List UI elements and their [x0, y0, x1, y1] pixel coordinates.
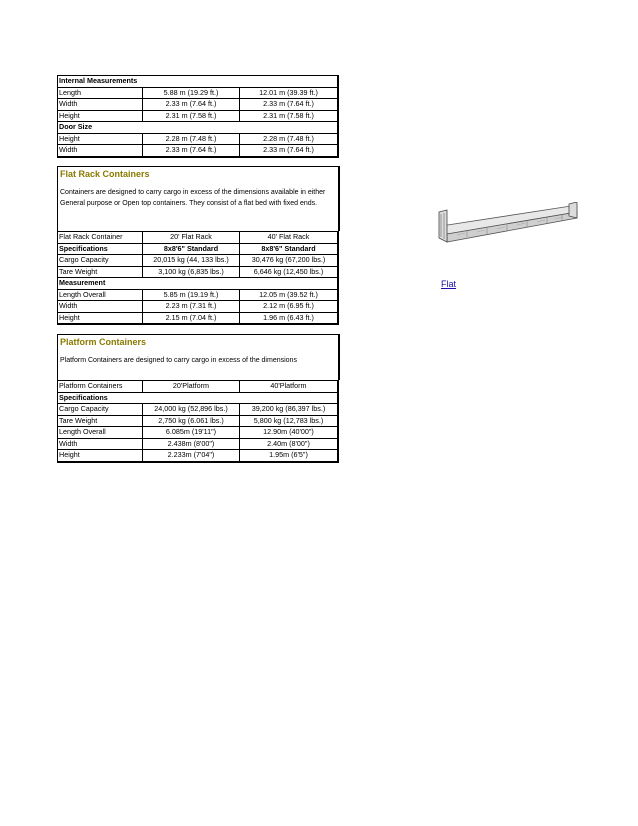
cell-20ft: 2.233m (7'04"): [143, 450, 240, 462]
platform-title: Platform Containers: [60, 337, 147, 347]
flat-rack-description: Containers are designed to carry cargo in excess of the dimensions available in either General purpose or Open top containers. They consist of a flat bed with fixed ends.: [60, 189, 326, 207]
cell-20ft: 6.085m (19'11"): [143, 427, 240, 439]
cell-20ft: 2.28 m (7.48 ft.): [143, 133, 240, 145]
row-label: Height: [58, 110, 143, 122]
internal-measurements-header: Internal Measurements: [58, 76, 339, 88]
cell-20ft: 3,100 kg (6,835 lbs.): [143, 266, 240, 278]
column-header: 20'Platform: [143, 381, 240, 393]
row-label: Cargo Capacity: [58, 404, 143, 416]
row-label: Height: [58, 312, 143, 324]
cell-40ft: 1.96 m (6.43 ft.): [240, 312, 339, 324]
cell-40ft: 12.05 m (39.52 ft.): [240, 289, 339, 301]
table-row: [58, 255, 339, 267]
table-row: [58, 278, 339, 290]
table-row: [58, 450, 339, 462]
cell-40ft: 5,800 kg (12,783 lbs.): [240, 415, 339, 427]
table-row: [58, 133, 339, 145]
row-label: Tare Weight: [58, 266, 143, 278]
row-label: Width: [58, 145, 143, 157]
cell-40ft: 30,476 kg (67,200 lbs.): [240, 255, 339, 267]
table-row: [58, 122, 339, 134]
table-row: [58, 415, 339, 427]
cell-20ft: 24,000 kg (52,896 lbs.): [143, 404, 240, 416]
table-row: [58, 110, 339, 122]
cell-20ft: 20,015 kg (44, 133 lbs.): [143, 255, 240, 267]
cell-20ft: 2.438m (8'00"): [143, 438, 240, 450]
cell-20ft: 5.88 m (19.29 ft.): [143, 87, 240, 99]
measurement-header: Measurement: [58, 278, 339, 290]
table-row: [58, 87, 339, 99]
cell-20ft: 5.85 m (19.19 ft.): [143, 289, 240, 301]
flat-rack-intro: [57, 166, 340, 231]
cell-20ft: 2.23 m (7.31 ft.): [143, 301, 240, 313]
specifications-header: Specifications: [58, 392, 339, 404]
platform-description: Platform Containers are designed to carry cargo in excess of the dimensions: [60, 357, 297, 364]
specifications-label: Specifications: [58, 243, 143, 255]
flat-rack-title: Flat Rack Containers: [60, 169, 150, 179]
row-label: Tare Weight: [58, 415, 143, 427]
cell-40ft: 2.40m (8'00"): [240, 438, 339, 450]
table-row: [58, 145, 339, 157]
cell-20ft: 2.15 m (7.04 ft.): [143, 312, 240, 324]
cell-40ft: 12.01 m (39.39 ft.): [240, 87, 339, 99]
flat-rack-table: [57, 231, 339, 325]
row-label: Length: [58, 87, 143, 99]
table-row: [58, 289, 339, 301]
column-header: 40'Platform: [240, 381, 339, 393]
table-row: [58, 232, 339, 244]
row-label: Width: [58, 438, 143, 450]
internal-measurements-table: [57, 75, 339, 158]
table-row: [58, 99, 339, 111]
column-header: Flat Rack Container: [58, 232, 143, 244]
table-row: [58, 392, 339, 404]
cell-40ft: 12.90m (40'00"): [240, 427, 339, 439]
row-label: Length Overall: [58, 289, 143, 301]
row-label: Width: [58, 99, 143, 111]
cell-40ft: 39,200 kg (86,397 lbs.): [240, 404, 339, 416]
column-header: 40' Flat Rack: [240, 232, 339, 244]
table-row: [58, 404, 339, 416]
table-row: [58, 312, 339, 324]
cell-40ft: 2.31 m (7.58 ft.): [240, 110, 339, 122]
column-header: Platform Containers: [58, 381, 143, 393]
cell-20ft: 2.33 m (7.64 ft.): [143, 99, 240, 111]
column-header: 20' Flat Rack: [143, 232, 240, 244]
table-row: [58, 301, 339, 313]
spec-40ft: 8x8'6" Standard: [240, 243, 339, 255]
row-label: Width: [58, 301, 143, 313]
table-row: [58, 381, 339, 393]
table-row: [58, 76, 339, 88]
row-label: Length Overall: [58, 427, 143, 439]
cell-40ft: 6,646 kg (12,450 lbs.): [240, 266, 339, 278]
table-row: [58, 266, 339, 278]
row-label: Height: [58, 133, 143, 145]
row-label: Height: [58, 450, 143, 462]
cell-40ft: 2.12 m (6.95 ft.): [240, 301, 339, 313]
cell-40ft: 2.28 m (7.48 ft.): [240, 133, 339, 145]
flat-link[interactable]: Flat: [441, 279, 457, 289]
row-label: Cargo Capacity: [58, 255, 143, 267]
cell-40ft: 2.33 m (7.64 ft.): [240, 99, 339, 111]
flat-rack-container-image: [437, 202, 579, 248]
platform-intro: [57, 334, 340, 380]
cell-20ft: 2,750 kg (6.061 lbs.): [143, 415, 240, 427]
cell-40ft: 1.95m (6'5"): [240, 450, 339, 462]
table-row: [58, 438, 339, 450]
spec-20ft: 8x8'6" Standard: [143, 243, 240, 255]
door-size-header: Door Size: [58, 122, 339, 134]
table-row: [58, 243, 339, 255]
platform-table: [57, 380, 339, 463]
cell-20ft: 2.33 m (7.64 ft.): [143, 145, 240, 157]
table-row: [58, 427, 339, 439]
cell-20ft: 2.31 m (7.58 ft.): [143, 110, 240, 122]
cell-40ft: 2.33 m (7.64 ft.): [240, 145, 339, 157]
flat-rack-drawing: [437, 202, 579, 248]
